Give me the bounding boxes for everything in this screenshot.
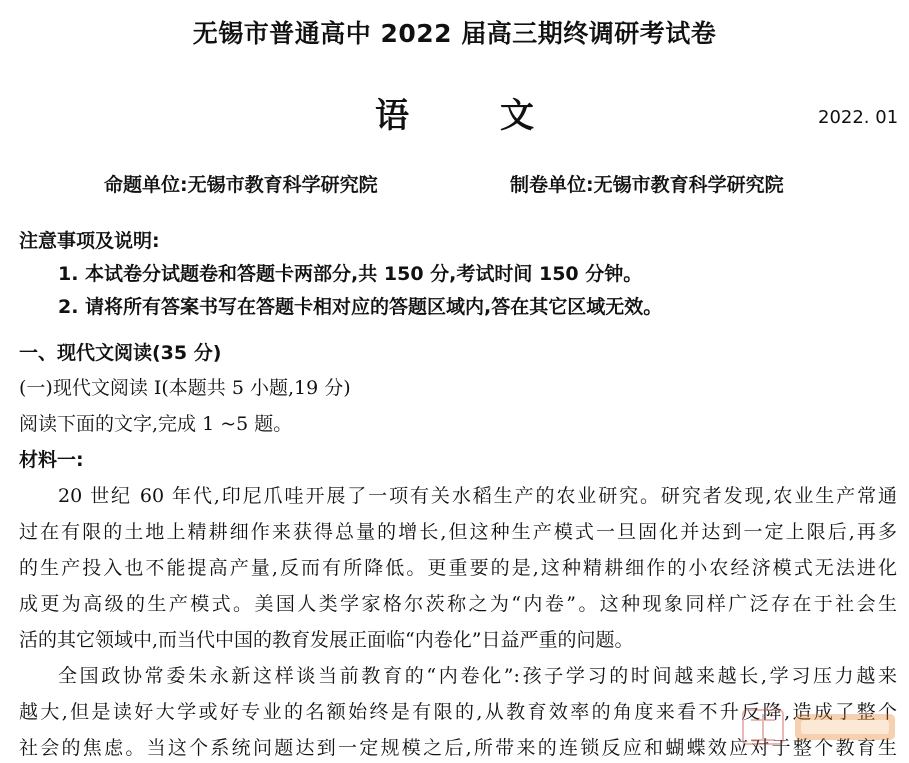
paragraph-line: 的生产投入也不能提高产量,反而有所降低。更重要的是,这种精耕细作的小农经济模式无法进化 [19, 557, 897, 579]
paragraph-line: 成更为高级的生产模式。美国人类学家格尔茨称之为“内卷”。这种现象同样广泛存在于社会生 [19, 593, 897, 615]
subsection-heading: (一)现代文阅读 I(本题共 5 小题,19 分) [19, 377, 351, 399]
paragraph-line: 过在有限的土地上精耕细作来获得总量的增长,但这种生产模式一旦固化并达到一定上限后,再多 [19, 521, 897, 543]
proposing-unit: 命题单位:无锡市教育科学研究院 [104, 174, 378, 196]
paragraph-line: 20 世纪 60 年代,印尼爪哇开展了一项有关水稻生产的农业研究。研究者发现,农业生产常通 [58, 485, 897, 507]
printing-unit: 制卷单位:无锡市教育科学研究院 [510, 174, 784, 196]
notice-item: 1. 本试卷分试题卷和答题卡两部分,共 150 分,考试时间 150 分钟。 [58, 263, 643, 285]
notice-item: 2. 请将所有答案书写在答题卡相对应的答题区域内,答在其它区域无效。 [58, 296, 663, 318]
exam-title: 无锡市普通高中 2022 届高三期终调研考试卷 [192, 19, 717, 48]
paragraph-line: 越大,但是读好大学或好专业的名额始终是有限的,从教育效率的角度来看不升反降,造成了整个 [19, 701, 897, 723]
section-heading: 一、现代文阅读(35 分) [19, 342, 222, 364]
paragraph-line: 全国政协常委朱永新这样谈当前教育的“内卷化”:孩子学习的时间越来越长,学习压力越来 [58, 665, 897, 687]
exam-date: 2022. 01 [818, 107, 899, 128]
paragraph-line: 社会的焦虑。当这个系统问题达到一定规模之后,所带来的连锁反应和蝴蝶效应对于整个教育生 [19, 737, 897, 759]
material-heading: 材料一: [19, 449, 84, 471]
site-watermark-icon [735, 700, 909, 755]
subject-title-char-2: 文 [500, 96, 534, 136]
reading-instruction: 阅读下面的文字,完成 1 ~5 题。 [19, 413, 293, 435]
notice-heading: 注意事项及说明: [19, 230, 160, 252]
subject-title-char-1: 语 [375, 96, 409, 136]
paragraph-line: 活的其它领域中,而当代中国的教育发展正面临“内卷化”日益严重的问题。 [19, 629, 634, 651]
